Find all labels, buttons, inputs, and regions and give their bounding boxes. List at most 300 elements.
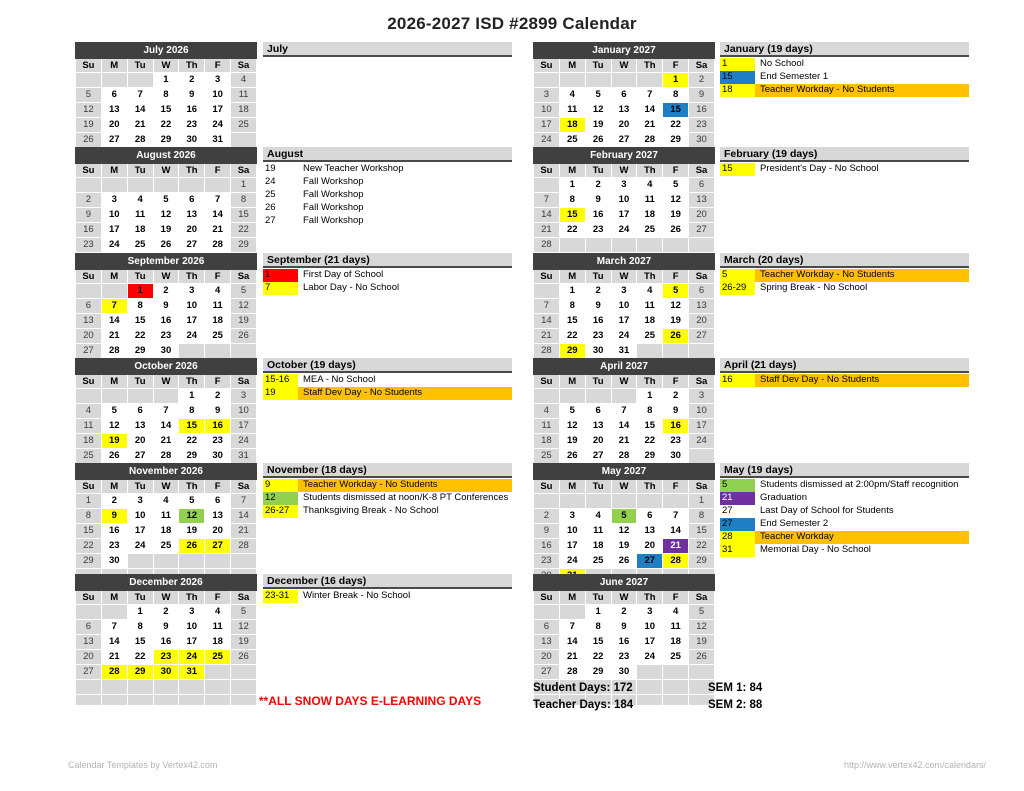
month-title: September 2026 [76, 254, 257, 270]
day-cell-8: 8 [127, 620, 153, 635]
day-cell-empty [585, 238, 611, 253]
event-date-badge: 19 [265, 163, 276, 174]
month-title: December 2026 [76, 575, 257, 591]
event-list-heading: September (21 days) [263, 253, 512, 268]
teacher-days-total: Teacher Days: 184 [533, 699, 634, 711]
day-cell-23: 23 [76, 238, 102, 253]
day-cell-11: 11 [534, 419, 560, 434]
day-cell-4: 4 [127, 193, 153, 208]
dow-header-f: F [205, 270, 231, 284]
dow-header-f: F [663, 591, 689, 605]
day-cell-empty [637, 494, 663, 509]
day-cell-1: 1 [559, 284, 585, 299]
day-cell-24: 24 [534, 133, 560, 148]
day-cell-5: 5 [689, 605, 715, 620]
day-cell-20: 20 [205, 524, 231, 539]
dow-header-th: Th [179, 164, 205, 178]
day-cell-21: 21 [611, 434, 637, 449]
day-cell-1: 1 [153, 73, 179, 88]
day-cell-26: 26 [179, 539, 205, 554]
day-cell-26: 26 [663, 223, 689, 238]
event-description: MEA - No School [303, 374, 376, 385]
day-cell-18: 18 [205, 635, 231, 650]
day-cell-30: 30 [153, 344, 179, 359]
dow-header-w: W [153, 270, 179, 284]
day-cell-empty [534, 178, 560, 193]
day-cell-14: 14 [611, 419, 637, 434]
day-cell-empty [76, 680, 102, 695]
day-cell-9: 9 [76, 208, 102, 223]
day-cell-25: 25 [205, 650, 231, 665]
day-cell-empty [127, 389, 153, 404]
day-cell-24: 24 [611, 223, 637, 238]
day-cell-17: 17 [179, 314, 205, 329]
credit-link[interactable]: http://www.vertex42.com/calendars/ [843, 760, 986, 770]
day-cell-31: 31 [231, 449, 257, 464]
day-cell-5: 5 [585, 88, 611, 103]
day-cell-4: 4 [559, 88, 585, 103]
day-cell-13: 13 [205, 509, 231, 524]
dow-header-th: Th [179, 591, 205, 605]
event-description: Teacher Workday - No Students [755, 269, 969, 282]
day-cell-20: 20 [534, 650, 560, 665]
day-cell-22: 22 [663, 118, 689, 133]
day-cell-17: 17 [231, 419, 257, 434]
day-cell-25: 25 [231, 118, 257, 133]
day-cell-17: 17 [534, 118, 560, 133]
snow-days-note: **ALL SNOW DAYS E-LEARNING DAYS [258, 694, 482, 708]
day-cell-20: 20 [179, 223, 205, 238]
event-description: Graduation [760, 491, 808, 503]
dow-header-w: W [153, 375, 179, 389]
day-cell-12: 12 [663, 193, 689, 208]
day-cell-21: 21 [534, 329, 560, 344]
day-cell-2: 2 [689, 73, 715, 88]
day-cell-10: 10 [205, 88, 231, 103]
day-cell-15: 15 [153, 103, 179, 118]
event-description: Winter Break - No School [303, 590, 411, 601]
day-cell-empty [205, 554, 231, 569]
dow-header-sa: Sa [231, 59, 257, 73]
dow-header-w: W [611, 375, 637, 389]
day-cell-27: 27 [637, 554, 663, 569]
event-description: First Day of School [303, 269, 384, 280]
day-cell-14: 14 [153, 419, 179, 434]
month-title: May 2027 [534, 464, 715, 480]
event-rows [263, 163, 512, 228]
event-list-heading: December (16 days) [263, 574, 512, 589]
day-cell-6: 6 [611, 88, 637, 103]
day-cell-empty [76, 284, 102, 299]
day-cell-25: 25 [127, 238, 153, 253]
day-cell-6: 6 [76, 620, 102, 635]
event-date-badge: 19 [263, 387, 298, 400]
day-cell-1: 1 [179, 389, 205, 404]
day-cell-3: 3 [534, 88, 560, 103]
day-cell-empty [101, 605, 127, 620]
event-row [263, 189, 512, 202]
month-title: June 2027 [534, 575, 715, 591]
day-cell-22: 22 [559, 223, 585, 238]
day-cell-29: 29 [231, 238, 257, 253]
semester-2-total: SEM 2: 88 [708, 699, 763, 711]
month-title: November 2026 [76, 464, 257, 480]
day-cell-11: 11 [205, 620, 231, 635]
day-cell-25: 25 [585, 554, 611, 569]
day-cell-9: 9 [205, 404, 231, 419]
dow-header-w: W [611, 164, 637, 178]
month-title: February 2027 [534, 148, 715, 164]
day-cell-empty [127, 680, 153, 695]
dow-header-m: M [559, 164, 585, 178]
day-cell-12: 12 [585, 103, 611, 118]
dow-header-su: Su [76, 59, 102, 73]
day-cell-28: 28 [534, 344, 560, 359]
day-cell-21: 21 [663, 539, 689, 554]
day-cell-15: 15 [559, 314, 585, 329]
day-cell-12: 12 [179, 509, 205, 524]
day-cell-8: 8 [231, 193, 257, 208]
day-cell-18: 18 [637, 208, 663, 223]
day-cell-28: 28 [611, 449, 637, 464]
day-cell-16: 16 [179, 103, 205, 118]
day-cell-empty [611, 73, 637, 88]
day-cell-29: 29 [127, 344, 153, 359]
day-cell-3: 3 [205, 73, 231, 88]
day-cell-26: 26 [101, 449, 127, 464]
event-description: Fall Workshop [303, 201, 364, 213]
day-cell-29: 29 [663, 133, 689, 148]
day-cell-empty [76, 178, 102, 193]
day-cell-16: 16 [663, 419, 689, 434]
dow-header-m: M [101, 375, 127, 389]
day-cell-19: 19 [76, 118, 102, 133]
day-cell-14: 14 [231, 509, 257, 524]
day-cell-26: 26 [585, 133, 611, 148]
day-cell-22: 22 [153, 118, 179, 133]
day-cell-14: 14 [534, 314, 560, 329]
dow-header-th: Th [637, 375, 663, 389]
day-cell-25: 25 [559, 133, 585, 148]
dow-header-tu: Tu [585, 375, 611, 389]
dow-header-w: W [153, 480, 179, 494]
day-cell-15: 15 [76, 524, 102, 539]
day-cell-22: 22 [689, 539, 715, 554]
day-cell-17: 17 [611, 314, 637, 329]
day-cell-empty [559, 73, 585, 88]
day-cell-17: 17 [637, 635, 663, 650]
day-cell-empty [559, 389, 585, 404]
dow-header-th: Th [179, 480, 205, 494]
day-cell-24: 24 [101, 238, 127, 253]
day-cell-8: 8 [689, 509, 715, 524]
day-cell-17: 17 [611, 208, 637, 223]
dow-header-su: Su [534, 164, 560, 178]
day-cell-23: 23 [205, 434, 231, 449]
day-cell-21: 21 [231, 524, 257, 539]
event-rows [720, 479, 969, 557]
day-cell-13: 13 [101, 103, 127, 118]
event-description: Staff Dev Day - No Students [755, 374, 969, 387]
event-description: Students dismissed at 2:00pm/Staff recognition [760, 479, 959, 490]
day-cell-17: 17 [559, 539, 585, 554]
event-list-march [720, 253, 969, 295]
event-list-october [263, 358, 512, 400]
day-cell-7: 7 [231, 494, 257, 509]
day-cell-empty [611, 494, 637, 509]
dow-header-su: Su [534, 375, 560, 389]
day-cell-1: 1 [127, 605, 153, 620]
day-cell-7: 7 [611, 404, 637, 419]
day-cell-30: 30 [179, 133, 205, 148]
day-cell-18: 18 [127, 223, 153, 238]
day-cell-empty [127, 73, 153, 88]
day-cell-empty [179, 178, 205, 193]
day-cell-19: 19 [559, 434, 585, 449]
day-cell-5: 5 [153, 193, 179, 208]
dow-header-w: W [611, 270, 637, 284]
day-cell-24: 24 [127, 539, 153, 554]
day-cell-21: 21 [153, 434, 179, 449]
day-cell-15: 15 [231, 208, 257, 223]
day-cell-2: 2 [101, 494, 127, 509]
dow-header-w: W [153, 591, 179, 605]
event-date-badge: 25 [265, 188, 276, 200]
event-list-may [720, 463, 969, 557]
event-description: Students dismissed at noon/K-8 PT Conferences [303, 491, 509, 503]
dow-header-m: M [101, 164, 127, 178]
event-date-badge: 28 [720, 531, 755, 544]
day-cell-17: 17 [127, 524, 153, 539]
event-row [720, 505, 969, 518]
day-cell-25: 25 [534, 449, 560, 464]
day-cell-7: 7 [153, 404, 179, 419]
event-description: End Semester 1 [760, 70, 829, 82]
day-cell-empty [179, 680, 205, 695]
day-cell-8: 8 [559, 193, 585, 208]
day-cell-27: 27 [689, 329, 715, 344]
event-date-badge: 9 [263, 479, 298, 492]
day-cell-29: 29 [637, 449, 663, 464]
day-cell-11: 11 [127, 208, 153, 223]
day-cell-empty [663, 344, 689, 359]
day-cell-5: 5 [76, 88, 102, 103]
dow-header-su: Su [534, 591, 560, 605]
day-cell-20: 20 [76, 329, 102, 344]
day-cell-29: 29 [585, 665, 611, 680]
day-cell-28: 28 [534, 238, 560, 253]
day-cell-19: 19 [231, 314, 257, 329]
day-cell-21: 21 [127, 118, 153, 133]
dow-header-th: Th [179, 375, 205, 389]
event-list-heading: August [263, 147, 512, 162]
dow-header-tu: Tu [585, 164, 611, 178]
day-cell-13: 13 [76, 314, 102, 329]
day-cell-18: 18 [559, 118, 585, 133]
day-cell-empty [205, 665, 231, 680]
day-cell-4: 4 [231, 73, 257, 88]
event-row [263, 590, 512, 603]
day-cell-7: 7 [101, 620, 127, 635]
day-cell-12: 12 [689, 620, 715, 635]
day-cell-6: 6 [637, 509, 663, 524]
day-cell-empty [559, 238, 585, 253]
day-cell-9: 9 [534, 524, 560, 539]
dow-header-su: Su [76, 270, 102, 284]
day-cell-23: 23 [101, 539, 127, 554]
event-row [263, 479, 512, 492]
dow-header-f: F [205, 375, 231, 389]
event-list-july [263, 42, 512, 58]
day-cell-15: 15 [559, 208, 585, 223]
day-cell-empty [76, 73, 102, 88]
day-cell-empty [585, 389, 611, 404]
day-cell-31: 31 [611, 344, 637, 359]
event-date-badge: 24 [265, 175, 276, 187]
day-cell-empty [689, 238, 715, 253]
day-cell-25: 25 [637, 223, 663, 238]
day-cell-8: 8 [585, 620, 611, 635]
day-cell-5: 5 [663, 284, 689, 299]
day-cell-29: 29 [179, 449, 205, 464]
day-cell-26: 26 [231, 650, 257, 665]
day-cell-2: 2 [534, 509, 560, 524]
day-cell-6: 6 [534, 620, 560, 635]
day-cell-25: 25 [205, 329, 231, 344]
event-row [263, 374, 512, 387]
day-cell-1: 1 [663, 73, 689, 88]
event-row [720, 269, 969, 282]
event-description: Fall Workshop [303, 175, 364, 187]
day-cell-2: 2 [153, 605, 179, 620]
dow-header-tu: Tu [127, 480, 153, 494]
day-cell-27: 27 [76, 665, 102, 680]
day-cell-empty [101, 284, 127, 299]
day-cell-30: 30 [205, 449, 231, 464]
day-cell-14: 14 [637, 103, 663, 118]
day-cell-empty [689, 344, 715, 359]
day-cell-23: 23 [663, 434, 689, 449]
day-cell-12: 12 [231, 299, 257, 314]
dow-header-tu: Tu [585, 480, 611, 494]
dow-header-tu: Tu [127, 375, 153, 389]
day-cell-21: 21 [559, 650, 585, 665]
day-cell-14: 14 [101, 635, 127, 650]
event-description: Last Day of School for Students [760, 504, 894, 516]
day-cell-9: 9 [101, 509, 127, 524]
day-cell-27: 27 [76, 344, 102, 359]
day-cell-16: 16 [76, 223, 102, 238]
day-cell-16: 16 [585, 208, 611, 223]
event-rows [263, 374, 512, 400]
event-date-badge: 15 [720, 163, 755, 176]
event-date-badge: 26-29 [720, 282, 755, 295]
day-cell-9: 9 [585, 193, 611, 208]
day-cell-1: 1 [637, 389, 663, 404]
day-cell-24: 24 [231, 434, 257, 449]
day-cell-15: 15 [179, 419, 205, 434]
day-cell-15: 15 [127, 635, 153, 650]
day-cell-26: 26 [559, 449, 585, 464]
day-cell-1: 1 [231, 178, 257, 193]
event-list-heading: April (21 days) [720, 358, 969, 373]
day-cell-11: 11 [663, 620, 689, 635]
day-cell-empty [127, 554, 153, 569]
event-row [263, 202, 512, 215]
day-cell-18: 18 [585, 539, 611, 554]
dow-header-sa: Sa [689, 59, 715, 73]
day-cell-3: 3 [559, 509, 585, 524]
day-cell-20: 20 [689, 314, 715, 329]
day-cell-27: 27 [101, 133, 127, 148]
event-row [720, 544, 969, 557]
day-cell-4: 4 [637, 178, 663, 193]
day-cell-14: 14 [559, 635, 585, 650]
day-cell-23: 23 [534, 554, 560, 569]
day-cell-empty [231, 344, 257, 359]
day-cell-10: 10 [611, 193, 637, 208]
day-cell-3: 3 [179, 284, 205, 299]
dow-header-sa: Sa [689, 375, 715, 389]
day-cell-23: 23 [179, 118, 205, 133]
day-cell-19: 19 [231, 635, 257, 650]
event-description: Fall Workshop [303, 214, 364, 226]
event-description: Labor Day - No School [303, 281, 400, 293]
day-cell-28: 28 [559, 665, 585, 680]
event-date-badge: 31 [720, 544, 755, 557]
day-cell-5: 5 [663, 178, 689, 193]
day-cell-empty [637, 665, 663, 680]
day-cell-6: 6 [127, 404, 153, 419]
month-title: August 2026 [76, 148, 257, 164]
day-cell-7: 7 [534, 193, 560, 208]
day-cell-1: 1 [585, 605, 611, 620]
event-date-badge: 18 [720, 84, 755, 97]
day-cell-empty [663, 494, 689, 509]
month-title: April 2027 [534, 359, 715, 375]
event-list-heading: October (19 days) [263, 358, 512, 373]
event-date-badge: 23-31 [263, 590, 298, 603]
dow-header-sa: Sa [689, 591, 715, 605]
dow-header-th: Th [637, 480, 663, 494]
day-cell-9: 9 [153, 299, 179, 314]
day-cell-8: 8 [76, 509, 102, 524]
dow-header-sa: Sa [231, 591, 257, 605]
dow-header-th: Th [637, 270, 663, 284]
day-cell-24: 24 [559, 554, 585, 569]
day-cell-20: 20 [585, 434, 611, 449]
day-cell-22: 22 [585, 650, 611, 665]
day-cell-16: 16 [534, 539, 560, 554]
day-cell-28: 28 [101, 344, 127, 359]
day-cell-28: 28 [127, 133, 153, 148]
day-cell-7: 7 [637, 88, 663, 103]
day-cell-12: 12 [101, 419, 127, 434]
day-cell-28: 28 [101, 665, 127, 680]
semester-1-total: SEM 1: 84 [708, 682, 763, 694]
dow-header-f: F [205, 480, 231, 494]
event-description: Teacher Workday - No Students [298, 479, 512, 492]
day-cell-empty [205, 680, 231, 695]
day-cell-26: 26 [663, 329, 689, 344]
day-cell-empty [689, 449, 715, 464]
dow-header-f: F [663, 480, 689, 494]
event-list-heading: July [263, 42, 512, 57]
day-cell-16: 16 [611, 635, 637, 650]
dow-header-tu: Tu [585, 59, 611, 73]
day-cell-9: 9 [689, 88, 715, 103]
dow-header-f: F [663, 375, 689, 389]
